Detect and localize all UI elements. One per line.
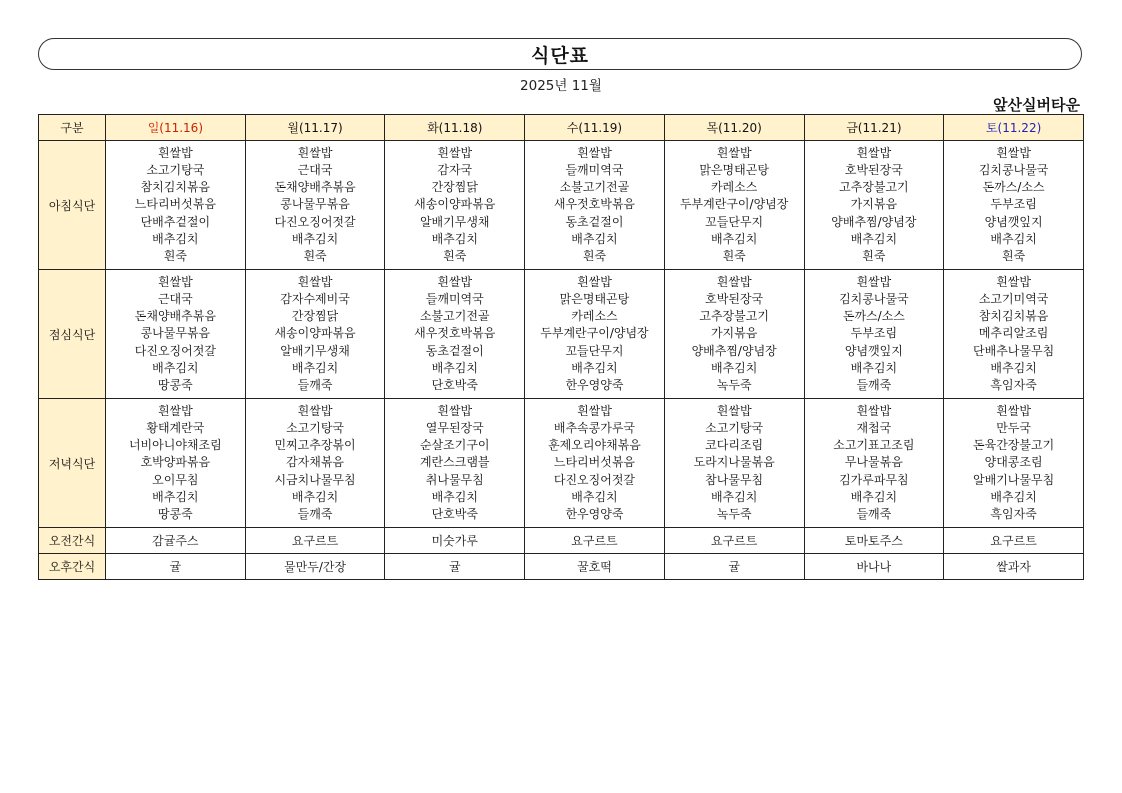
menu-item: 참나물무침 — [705, 472, 764, 487]
menu-table — [38, 114, 1084, 580]
menu-item: 흰쌀밥 — [856, 145, 892, 160]
menu-item: 땅콩죽 — [157, 507, 193, 521]
menu-item: 배추김치 — [710, 360, 758, 375]
menu-item: 새우젓호박볶음 — [414, 326, 496, 341]
menu-item: 녹두죽 — [716, 507, 752, 521]
menu-item: 카레소스 — [710, 180, 758, 195]
menu-item: 참치김치볶음 — [140, 180, 211, 195]
menu-item: 배추김치 — [710, 231, 758, 246]
menu-item: 흑임자죽 — [990, 507, 1037, 521]
menu-item: 간장찜닭 — [291, 309, 339, 324]
menu-item: 동초겉절이 — [425, 343, 484, 358]
menu-item: 흰쌀밥 — [856, 403, 892, 418]
menu-item: 소고기탕국 — [146, 162, 205, 177]
menu-item: 배추김치 — [571, 489, 618, 504]
snack-label: 오후간식 — [39, 554, 106, 580]
menu-item: 다진오징어젓갈 — [553, 472, 636, 487]
menu-item: 시금치나물무침 — [274, 472, 356, 487]
day-header-sun: 일(11.16) — [106, 115, 246, 141]
menu-item: 느타리버섯볶음 — [134, 197, 216, 212]
menu-item: 두부계란구이/양념장 — [540, 326, 649, 341]
day-header-tue: 화(11.18) — [385, 115, 525, 141]
menu-item: 배추김치 — [990, 231, 1037, 246]
meal-cell — [804, 141, 944, 270]
snack-cell: 쌀과자 — [944, 554, 1084, 580]
menu-item: 근대국 — [297, 162, 333, 177]
menu-item: 흰쌀밥 — [437, 274, 473, 289]
menu-item: 새송이양파볶음 — [274, 326, 356, 341]
menu-item: 배추김치 — [291, 489, 339, 504]
menu-body — [39, 141, 1084, 580]
menu-item: 소고기미역국 — [978, 291, 1049, 306]
menu-item: 메추리알조림 — [978, 326, 1049, 341]
meal-cell — [804, 270, 944, 399]
menu-item: 감자수제비국 — [280, 291, 350, 306]
menu-item: 흰쌀밥 — [996, 403, 1031, 418]
menu-item: 소고기탕국 — [286, 420, 345, 435]
meal-cell — [385, 270, 525, 399]
menu-item: 배추김치 — [431, 231, 478, 246]
menu-item: 새우젓호박볶음 — [553, 197, 636, 212]
menu-item: 들깨미역국 — [425, 291, 484, 306]
menu-item: 흰쌀밥 — [996, 145, 1031, 160]
snack-cell: 요구르트 — [944, 528, 1084, 554]
menu-item: 흰쌀밥 — [437, 403, 473, 418]
menu-item: 소고기탕국 — [705, 420, 764, 435]
menu-item: 민찌고추장볶이 — [274, 438, 356, 453]
menu-item: 배추김치 — [990, 489, 1037, 504]
menu-item: 콩나물무볶음 — [280, 197, 350, 212]
menu-item: 흰쌀밥 — [716, 145, 752, 160]
menu-item: 들깨미역국 — [565, 162, 624, 177]
snack-cell: 토마토주스 — [804, 528, 944, 554]
menu-item: 근대국 — [157, 291, 193, 306]
meal-cell — [245, 270, 385, 399]
snack-cell: 미숫가루 — [385, 528, 525, 554]
menu-item: 고추장불고기 — [839, 180, 909, 195]
snack-row — [39, 528, 1084, 554]
menu-item: 돈채양배추볶음 — [274, 180, 356, 195]
menu-item: 흰쌀밥 — [716, 403, 752, 418]
menu-item: 배추김치 — [990, 360, 1037, 375]
menu-item: 양배추찜/양념장 — [831, 214, 917, 229]
snack-label: 오전간식 — [39, 528, 106, 554]
meal-cell — [664, 270, 804, 399]
meal-row — [39, 270, 1084, 399]
menu-item: 소불고기전골 — [559, 180, 630, 195]
menu-item: 흑임자죽 — [990, 378, 1037, 392]
meal-row — [39, 399, 1084, 528]
menu-item: 흰쌀밥 — [157, 274, 193, 289]
menu-item: 배추김치 — [152, 231, 199, 246]
snack-row — [39, 554, 1084, 580]
menu-item: 간장찜닭 — [431, 180, 478, 195]
menu-item: 흰쌀밥 — [157, 145, 193, 160]
menu-item: 김가루파무침 — [839, 472, 909, 487]
menu-item: 흰쌀밥 — [297, 145, 333, 160]
menu-item: 양념깻잎지 — [844, 343, 903, 358]
day-header-mon: 월(11.17) — [245, 115, 385, 141]
facility-name: 앞산실버타운 — [993, 96, 1080, 114]
menu-item: 흰쌀밥 — [577, 145, 612, 160]
menu-item: 콩나물무볶음 — [140, 326, 211, 341]
menu-item: 배추김치 — [850, 360, 898, 375]
menu-item: 소고기표고조림 — [833, 438, 915, 453]
menu-item: 배추속콩가루국 — [553, 420, 636, 435]
day-header-wed: 수(11.19) — [525, 115, 665, 141]
menu-item: 두부계란구이/양념장 — [679, 197, 789, 212]
menu-item: 배추김치 — [291, 360, 339, 375]
menu-item: 도라지나물볶음 — [693, 455, 775, 470]
menu-item: 훈제오리야채볶음 — [548, 438, 641, 453]
header-row — [39, 115, 1084, 141]
menu-item: 소불고기전골 — [419, 309, 490, 324]
menu-item: 참치김치볶음 — [978, 309, 1049, 324]
menu-item: 두부조림 — [990, 197, 1037, 212]
menu-item: 재첩국 — [856, 420, 892, 435]
day-header-sat: 토(11.22) — [944, 115, 1084, 141]
snack-cell: 요구르트 — [664, 528, 804, 554]
menu-item: 배추김치 — [571, 360, 618, 375]
menu-item: 고추장불고기 — [699, 309, 769, 324]
snack-cell: 귤 — [385, 554, 525, 580]
menu-item: 배추김치 — [291, 231, 339, 246]
menu-item: 취나물무침 — [425, 472, 484, 487]
menu-item: 돈까스/소스 — [982, 180, 1045, 195]
menu-item: 흰죽 — [862, 249, 886, 263]
menu-item: 돈까스/소스 — [842, 309, 905, 324]
menu-item: 단배추겉절이 — [140, 214, 211, 229]
meal-cell — [525, 141, 665, 270]
menu-item: 감자국 — [437, 162, 473, 177]
month-label: 2025년 11월 — [520, 78, 602, 94]
menu-item: 흰쌀밥 — [577, 274, 612, 289]
menu-item: 들깨죽 — [856, 507, 892, 521]
menu-item: 가지볶음 — [850, 197, 898, 212]
menu-item: 두부조림 — [850, 326, 898, 341]
menu-item: 카레소스 — [571, 309, 618, 324]
menu-item: 무나물볶음 — [844, 455, 903, 470]
menu-item: 배추김치 — [431, 360, 478, 375]
meal-label: 저녁식단 — [39, 399, 106, 528]
menu-item: 맑은명태곤탕 — [559, 291, 630, 306]
menu-item: 한우영양죽 — [565, 507, 624, 521]
meal-cell — [106, 399, 246, 528]
menu-item: 알배기무생채 — [419, 214, 490, 229]
menu-item: 들깨죽 — [297, 507, 333, 521]
meal-cell — [664, 141, 804, 270]
menu-item: 알배기무생채 — [280, 343, 350, 358]
menu-item: 알배기나물무침 — [973, 472, 1055, 487]
meal-label: 점심식단 — [39, 270, 106, 399]
meal-cell — [245, 141, 385, 270]
menu-item: 김치콩나물국 — [978, 162, 1049, 177]
menu-item: 배추김치 — [850, 489, 898, 504]
day-header-fri: 금(11.21) — [804, 115, 944, 141]
meal-cell — [525, 270, 665, 399]
meal-cell — [804, 399, 944, 528]
menu-item: 호박된장국 — [844, 162, 903, 177]
snack-cell: 귤 — [106, 554, 246, 580]
menu-item: 호박양파볶음 — [140, 455, 211, 470]
day-header-thu: 목(11.20) — [664, 115, 804, 141]
meal-row — [39, 141, 1084, 270]
menu-item: 흰쌀밥 — [996, 274, 1031, 289]
menu-item: 흰죽 — [722, 249, 746, 263]
menu-item: 흰죽 — [1002, 249, 1026, 263]
menu-item: 꼬들단무지 — [565, 343, 624, 358]
menu-item: 흰쌀밥 — [437, 145, 473, 160]
menu-item: 꼬들단무지 — [705, 214, 764, 229]
menu-item: 순살조기구이 — [419, 438, 490, 453]
title-banner — [38, 38, 1082, 70]
menu-item: 배추김치 — [152, 360, 199, 375]
snack-cell: 요구르트 — [525, 528, 665, 554]
menu-item: 계란스크램블 — [419, 455, 490, 470]
menu-item: 새송이양파볶음 — [414, 197, 496, 212]
menu-item: 다진오징어젓갈 — [134, 343, 216, 358]
menu-item: 들깨죽 — [297, 378, 333, 392]
menu-item: 호박된장국 — [705, 291, 764, 306]
meal-cell — [106, 270, 246, 399]
menu-item: 황태계란국 — [146, 420, 205, 435]
menu-item: 단배추나물무침 — [973, 343, 1055, 358]
menu-item: 동초겉절이 — [565, 214, 624, 229]
menu-item: 한우영양죽 — [565, 378, 624, 392]
snack-cell: 꿀호떡 — [525, 554, 665, 580]
menu-item: 흰쌀밥 — [297, 403, 333, 418]
meal-cell — [525, 399, 665, 528]
menu-item: 양대콩조림 — [984, 455, 1043, 470]
menu-item: 흰쌀밥 — [577, 403, 612, 418]
menu-item: 느타리버섯볶음 — [553, 455, 636, 470]
meal-cell — [245, 399, 385, 528]
meal-cell — [385, 399, 525, 528]
menu-item: 배추김치 — [152, 489, 199, 504]
snack-cell: 귤 — [664, 554, 804, 580]
menu-item: 흰죽 — [443, 249, 467, 263]
menu-item: 김치콩나물국 — [839, 291, 909, 306]
menu-item: 녹두죽 — [716, 378, 752, 392]
meal-cell — [385, 141, 525, 270]
menu-item: 오이무침 — [152, 472, 199, 487]
page-title: 식단표 — [530, 44, 590, 67]
menu-item: 열무된장국 — [425, 420, 484, 435]
snack-cell: 바나나 — [804, 554, 944, 580]
menu-item: 양념깻잎지 — [984, 214, 1043, 229]
menu-item: 배추김치 — [710, 489, 758, 504]
menu-item: 흰죽 — [582, 249, 607, 263]
snack-cell: 감귤주스 — [106, 528, 246, 554]
menu-item: 단호박죽 — [431, 507, 478, 521]
meal-cell — [944, 270, 1084, 399]
menu-item: 들깨죽 — [856, 378, 892, 392]
meal-cell — [944, 399, 1084, 528]
menu-item: 배추김치 — [850, 231, 898, 246]
menu-item: 배추김치 — [431, 489, 478, 504]
menu-item: 가지볶음 — [710, 326, 758, 341]
menu-item: 흰쌀밥 — [157, 403, 193, 418]
menu-item: 땅콩죽 — [157, 378, 193, 392]
menu-item: 흰쌀밥 — [716, 274, 752, 289]
menu-item: 흰쌀밥 — [297, 274, 333, 289]
menu-item: 양배추찜/양념장 — [691, 343, 777, 358]
menu-item: 흰죽 — [163, 249, 187, 263]
menu-item: 다진오징어젓갈 — [274, 214, 356, 229]
menu-item: 감자채볶음 — [286, 455, 345, 470]
menu-item: 돈육간장불고기 — [973, 438, 1055, 453]
meal-cell — [106, 141, 246, 270]
meal-cell — [944, 141, 1084, 270]
meal-label: 아침식단 — [39, 141, 106, 270]
menu-item: 만두국 — [996, 420, 1031, 435]
menu-item: 배추김치 — [571, 231, 618, 246]
menu-item: 돈채양배추볶음 — [134, 309, 216, 324]
menu-item: 단호박죽 — [431, 378, 478, 392]
menu-item: 흰쌀밥 — [856, 274, 892, 289]
snack-cell: 물만두/간장 — [245, 554, 385, 580]
snack-cell: 요구르트 — [245, 528, 385, 554]
menu-item: 코다리조림 — [705, 438, 764, 453]
header-category: 구분 — [39, 115, 106, 141]
meal-cell — [664, 399, 804, 528]
menu-item: 맑은명태곤탕 — [699, 162, 769, 177]
menu-item: 너비아니야채조림 — [128, 438, 222, 453]
menu-item: 흰죽 — [303, 249, 327, 263]
